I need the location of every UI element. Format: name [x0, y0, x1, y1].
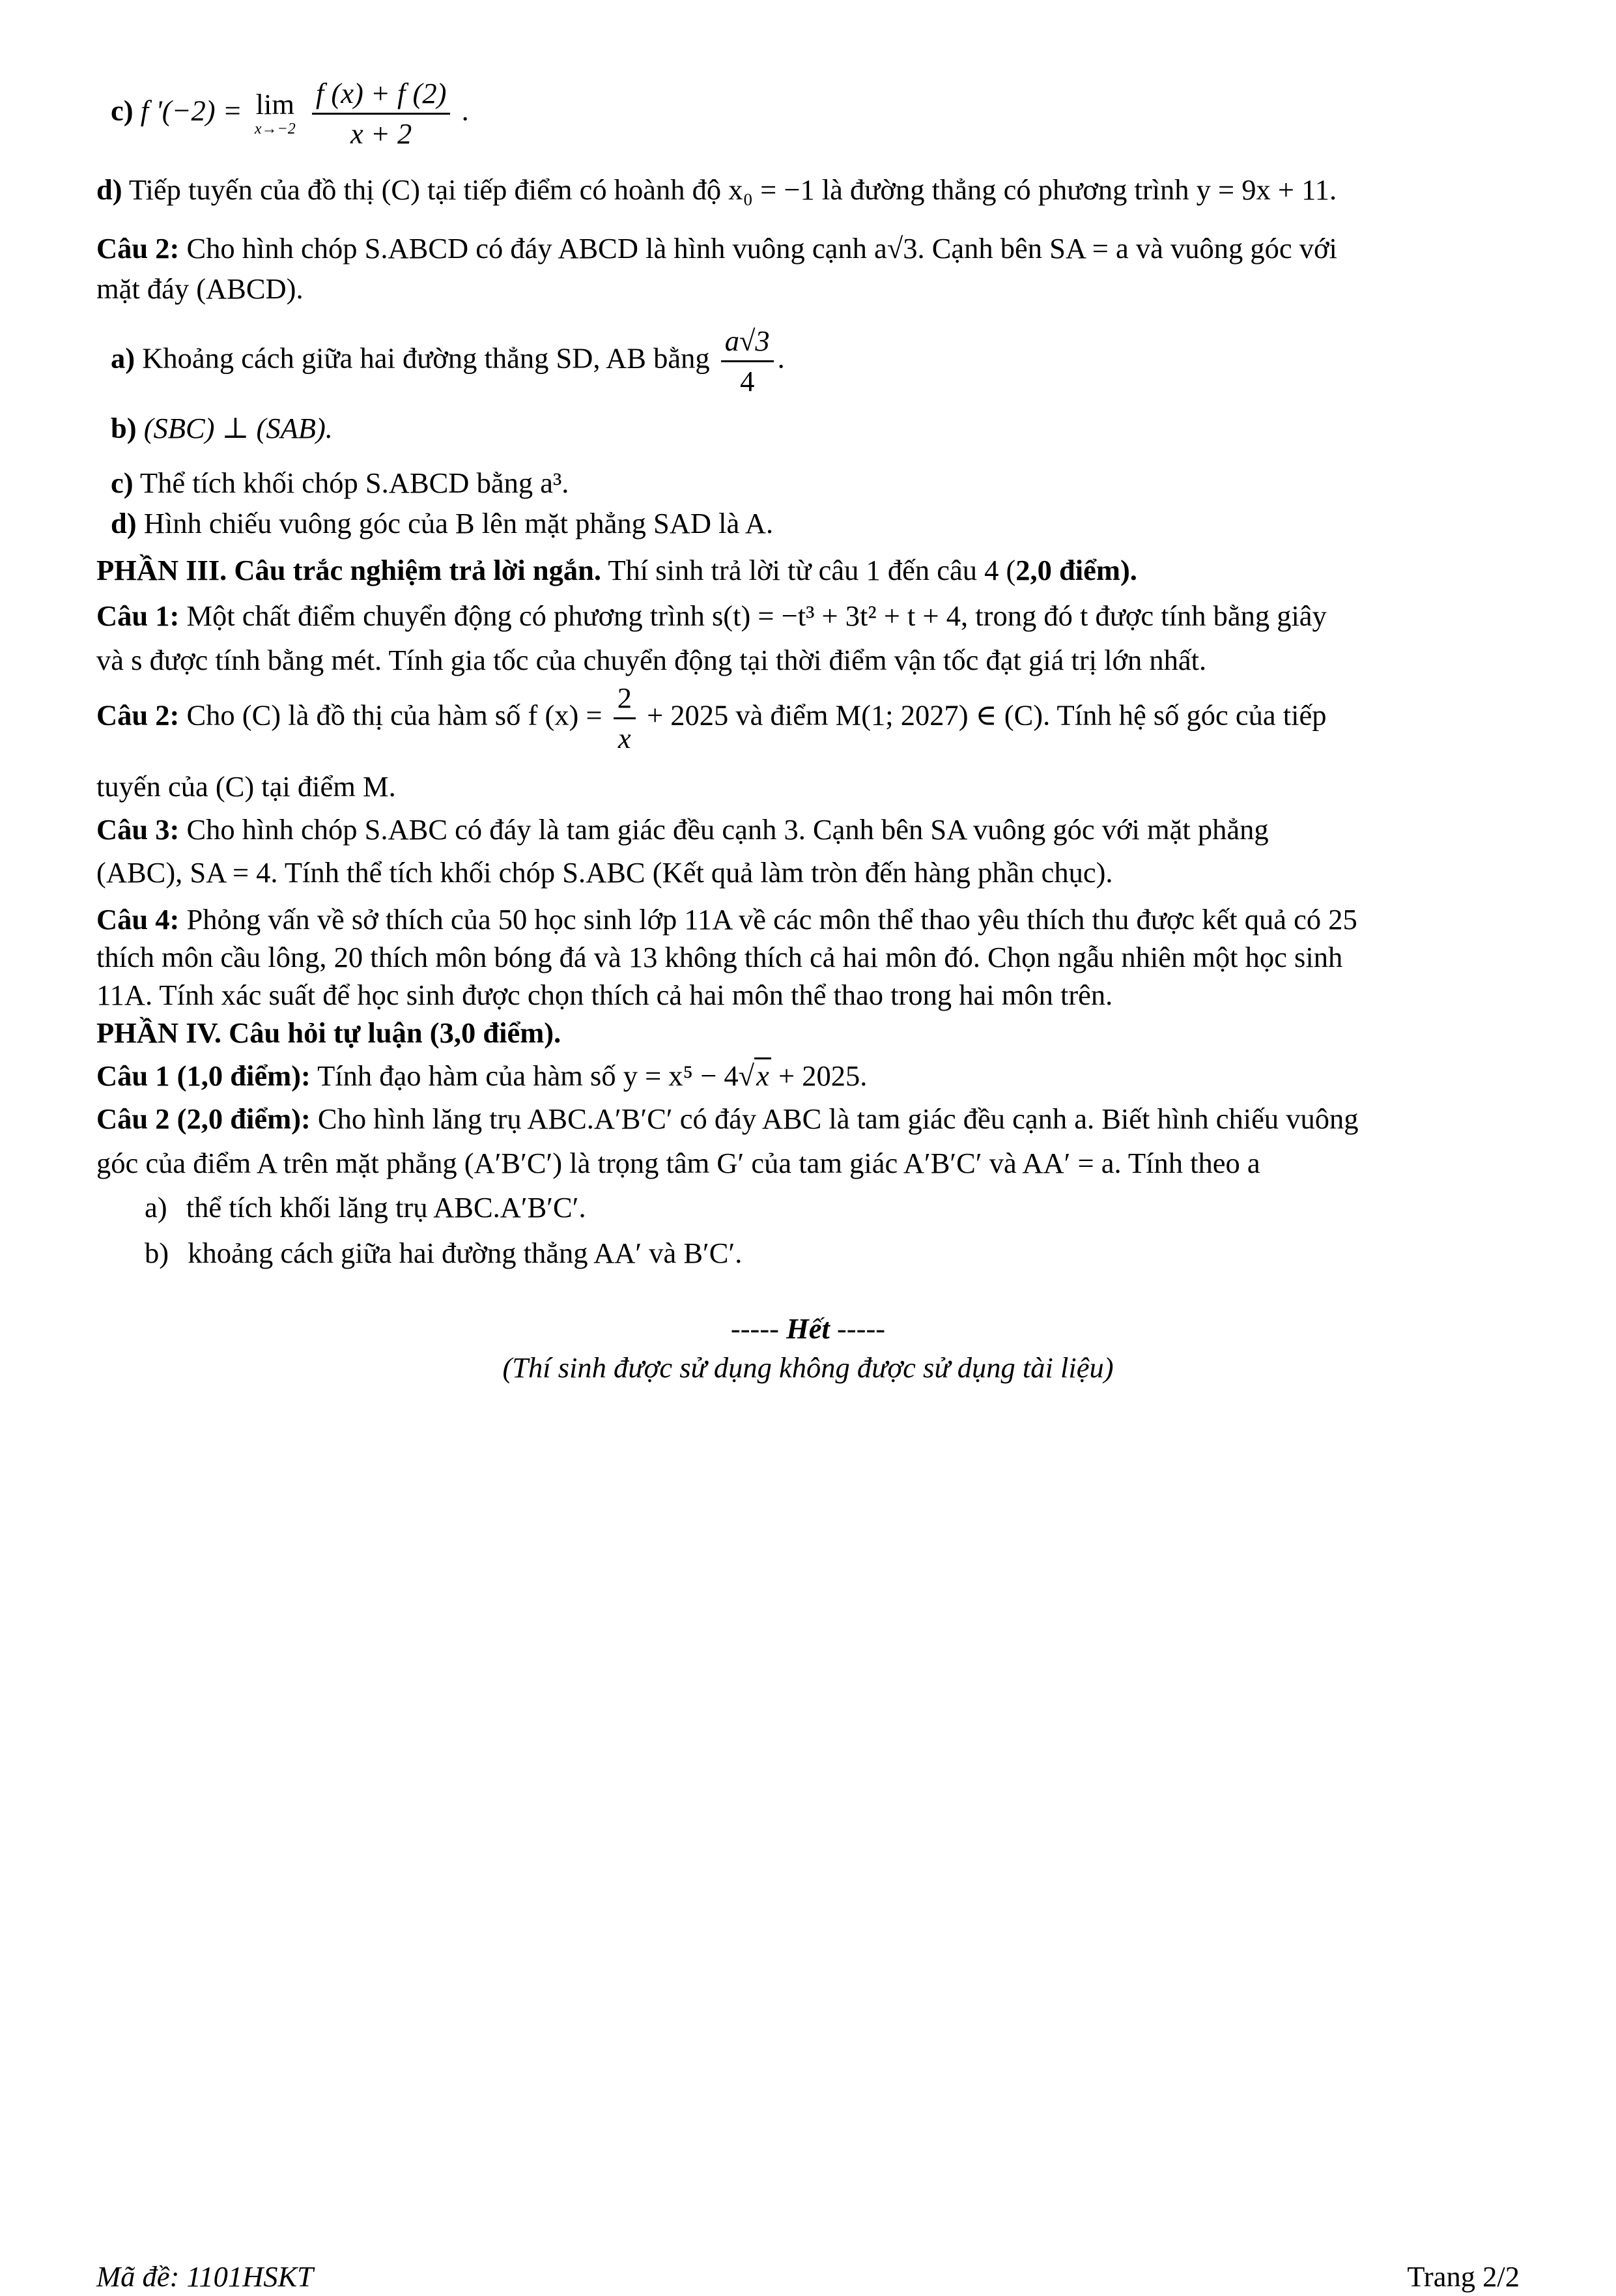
distance-fraction: $\frac{a√3}{4}$: [721, 326, 774, 396]
part4-question-2-line2: góc của điểm A trên mặt phẳng (A′B′C′) là trọng tâm G′ của tam giác A′B′C′ và AA′ = a. Tính theo a: [96, 1147, 1260, 1179]
item-text: (SBC) ⊥ (SAB).: [143, 412, 333, 444]
question-label: Câu 2:: [96, 698, 180, 732]
part4-question-2: [96, 1100, 1359, 1138]
question-text-cont: + 2025.: [778, 1059, 868, 1092]
question-text: Cho hình lăng trụ ABC.A′B′C′ có đáy ABC là tam giác đều cạnh a. Biết hình chiếu vuông: [317, 1102, 1359, 1135]
question-label: Câu 3:: [96, 813, 180, 846]
part3-question-4-line2: thích môn cầu lông, 20 thích môn bóng đá và 13 không thích cả hai môn đó. Chọn ngẫu nhiên một học sinh: [96, 941, 1343, 973]
limit-symbol: lim x→−2: [254, 87, 296, 138]
question-text: Phỏng vấn về sở thích của 50 học sinh lớp 11A về các môn thể thao yêu thích thu được kết quả có 25: [186, 903, 1357, 936]
item-text: Khoảng cách giữa hai đường thẳng SD, AB bằng: [142, 341, 710, 375]
item-text: Tiếp tuyến của đồ thị (C) tại tiếp điểm có hoành độ x₀ = −1 là đường thẳng có phương trình y = 9x + 11.: [128, 173, 1337, 206]
part2-question-2-line2: mặt đáy (ABCD).: [96, 272, 304, 305]
part3-question-3: [96, 811, 1269, 849]
question-text: Cho (C) là đồ thị của hàm số f (x) =: [186, 698, 602, 732]
part2-question-2a: a) Khoảng cách giữa hai đường thẳng SD, AB bằng $\frac{a√3}{4}$ .: [111, 324, 785, 397]
question-text-cont: + 2025 và điểm M(1; 2027) ∈ (C). Tính hệ số góc của tiếp: [647, 698, 1327, 732]
question-text: Tính đạo hàm của hàm số y = x⁵ − 4: [317, 1059, 739, 1092]
part3-question-3-line2: (ABC), SA = 4. Tính thể tích khối chóp S.ABC (Kết quả làm tròn đến hàng phần chục).: [96, 856, 1113, 889]
function-fraction: $\frac{2}{x}$: [614, 683, 636, 753]
formula-prefix: f '(−2) =: [140, 94, 242, 127]
item-label: b): [111, 412, 137, 444]
page-number: Trang 2/2: [1407, 2260, 1520, 2293]
question-2d: [96, 171, 1337, 209]
question-2c: [111, 78, 469, 149]
question-text: Một chất điểm chuyển động có phương trình s(t) = −t³ + 3t² + t + 4, trong đó t được tính bằng giây: [186, 599, 1327, 632]
sqrt-radicand: x: [754, 1057, 771, 1092]
limit-fraction: $\frac{f (x) + f (2)}{x + 2}$: [312, 78, 451, 149]
part3-question-1-line2: và s được tính bằng mét. Tính gia tốc của chuyển động tại thời điểm vận tốc đạt giá trị lớn nhất.: [96, 644, 1207, 676]
item-label: d): [111, 507, 137, 539]
end-word: Hết: [786, 1312, 830, 1345]
item-text: Thể tích khối chóp S.ABCD bằng a³.: [139, 466, 569, 499]
part2-question-2c: [111, 464, 569, 502]
part3-question-4: [96, 900, 1357, 939]
item-label: a): [111, 341, 135, 375]
item-text: thể tích khối lăng trụ ABC.A′B′C′.: [186, 1191, 586, 1224]
item-label: d): [96, 173, 122, 206]
part2-question-2d: [111, 504, 773, 543]
question-label: Câu 4:: [96, 903, 180, 936]
item-label: a): [145, 1191, 167, 1224]
part4-heading: PHẦN IV. Câu hỏi tự luận (3,0 điểm).: [96, 1016, 561, 1049]
question-label: Câu 2:: [96, 232, 180, 265]
sqrt-symbol: √: [738, 1059, 755, 1092]
formula-suffix: .: [461, 94, 469, 127]
part4-question-1: [96, 1057, 867, 1095]
part4-question-2a: [145, 1188, 586, 1227]
question-text: Cho hình chóp S.ABC có đáy là tam giác đều cạnh 3. Cạnh bên SA vuông góc với mặt phẳng: [186, 813, 1269, 846]
part4-question-2b: [145, 1234, 742, 1272]
question-label: Câu 2 (2,0 điểm):: [96, 1102, 311, 1135]
end-note: (Thí sinh được sử dụng không được sử dụng tài liệu): [502, 1351, 1114, 1384]
end-marker: ----- Hết -----: [730, 1312, 886, 1345]
part3-question-4-line3: 11A. Tính xác suất để học sinh được chọn thích cả hai môn thể thao trong hai môn trên.: [96, 979, 1113, 1011]
item-text: khoảng cách giữa hai đường thẳng AA′ và B′C′.: [188, 1237, 743, 1269]
part2-question-2: [96, 229, 1337, 268]
item-text: Hình chiếu vuông góc của B lên mặt phẳng SAD là A.: [143, 507, 774, 539]
exam-code: Mã đề: 1101HSKT: [96, 2260, 313, 2293]
part2-question-2b: [111, 409, 333, 448]
question-text: Cho hình chóp S.ABCD có đáy ABCD là hình vuông cạnh a√3. Cạnh bên SA = a và vuông góc với: [186, 232, 1337, 265]
part3-heading: PHẦN III. Câu trắc nghiệm trả lời ngắn. Thí sinh trả lời từ câu 1 đến câu 4 (2,0 điểm).: [96, 554, 1137, 586]
item-label: b): [145, 1237, 169, 1269]
item-label: c): [111, 466, 134, 499]
question-label: Câu 1:: [96, 599, 180, 632]
question-label: Câu 1 (1,0 điểm):: [96, 1059, 311, 1092]
part3-question-2: [96, 683, 1327, 753]
part3-question-2-line2: tuyến của (C) tại điểm M.: [96, 770, 396, 803]
part3-question-1: [96, 597, 1327, 635]
item-label: c): [111, 94, 134, 127]
